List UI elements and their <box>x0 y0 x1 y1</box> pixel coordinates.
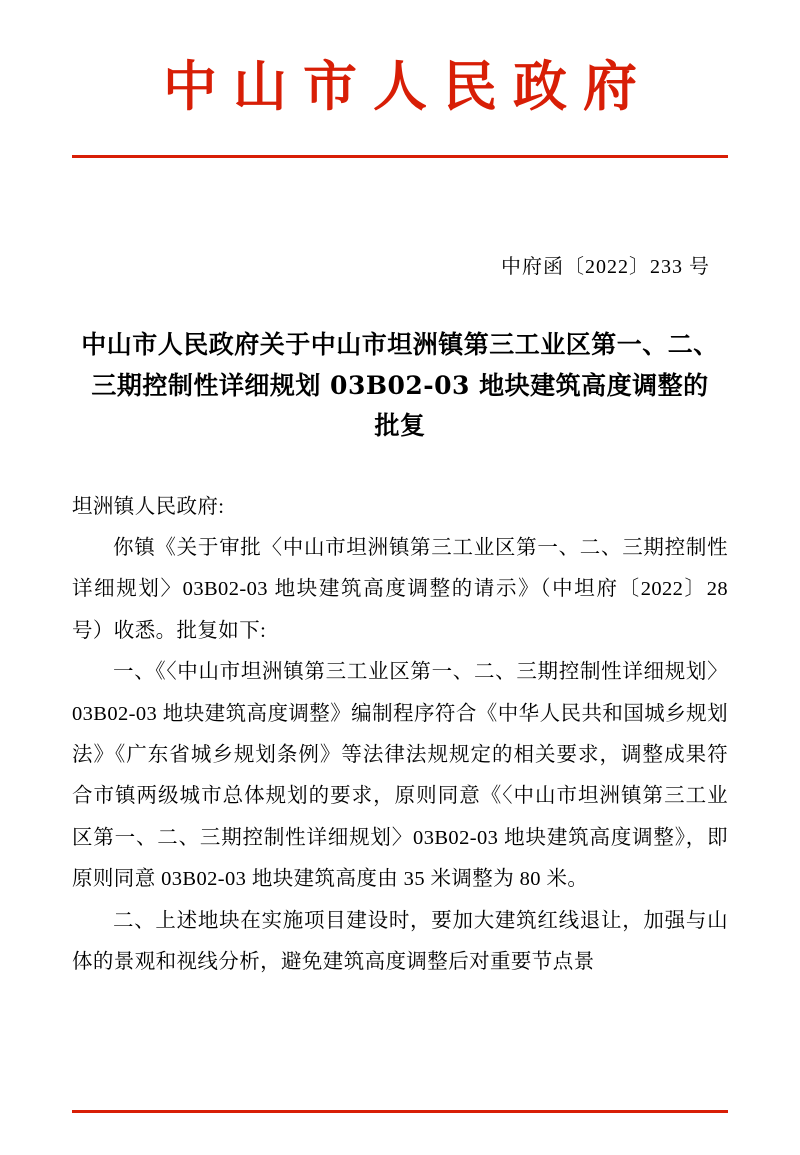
document-title: 中山市人民政府关于中山市坦洲镇第三工业区第一、二、三期控制性详细规划 03B02-03 地块建筑高度调整的批复 <box>81 330 719 441</box>
recipient-line: 坦洲镇人民政府: <box>72 495 225 518</box>
body-paragraph-1: 你镇《关于审批〈中山市坦洲镇第三工业区第一、二、三期控制性详细规划〉03B02-03 地块建筑高度调整的请示》（中坦府〔2022〕28 号）收悉。批复如下: <box>72 537 728 642</box>
document-number: 中府函〔2022〕233 号 <box>501 256 710 279</box>
masthead <box>72 0 728 117</box>
government-masthead-title: 中山市人民政府 <box>163 54 653 118</box>
body-paragraph-2: 一、《〈中山市坦洲镇第三工业区第一、二、三期控制性详细规划〉03B02-03 地块建筑高度调整》编制程序符合《中华人民共和国城乡规划法》《广东省城乡规划条例》等法律法规规定的相关要求，调整成果符合市镇两级城市总体规划的要求，原则同意《〈中山市坦洲镇第三工业区第一、二、三期控制性详细规划〉03B02-03 地块建筑高度调整》，即原则同意 03B02-03 地块建筑高度由 35 米调整为 80 米。 <box>72 661 728 891</box>
document-number-row <box>72 250 728 279</box>
footer-divider-rule <box>72 1110 728 1113</box>
masthead-divider-rule <box>72 155 728 158</box>
body-paragraph-3: 二、上述地块在实施项目建设时，要加大建筑红线退让，加强与山体的景观和视线分析，避免建筑高度调整后对重要节点景 <box>72 909 728 974</box>
document-body <box>72 487 728 984</box>
